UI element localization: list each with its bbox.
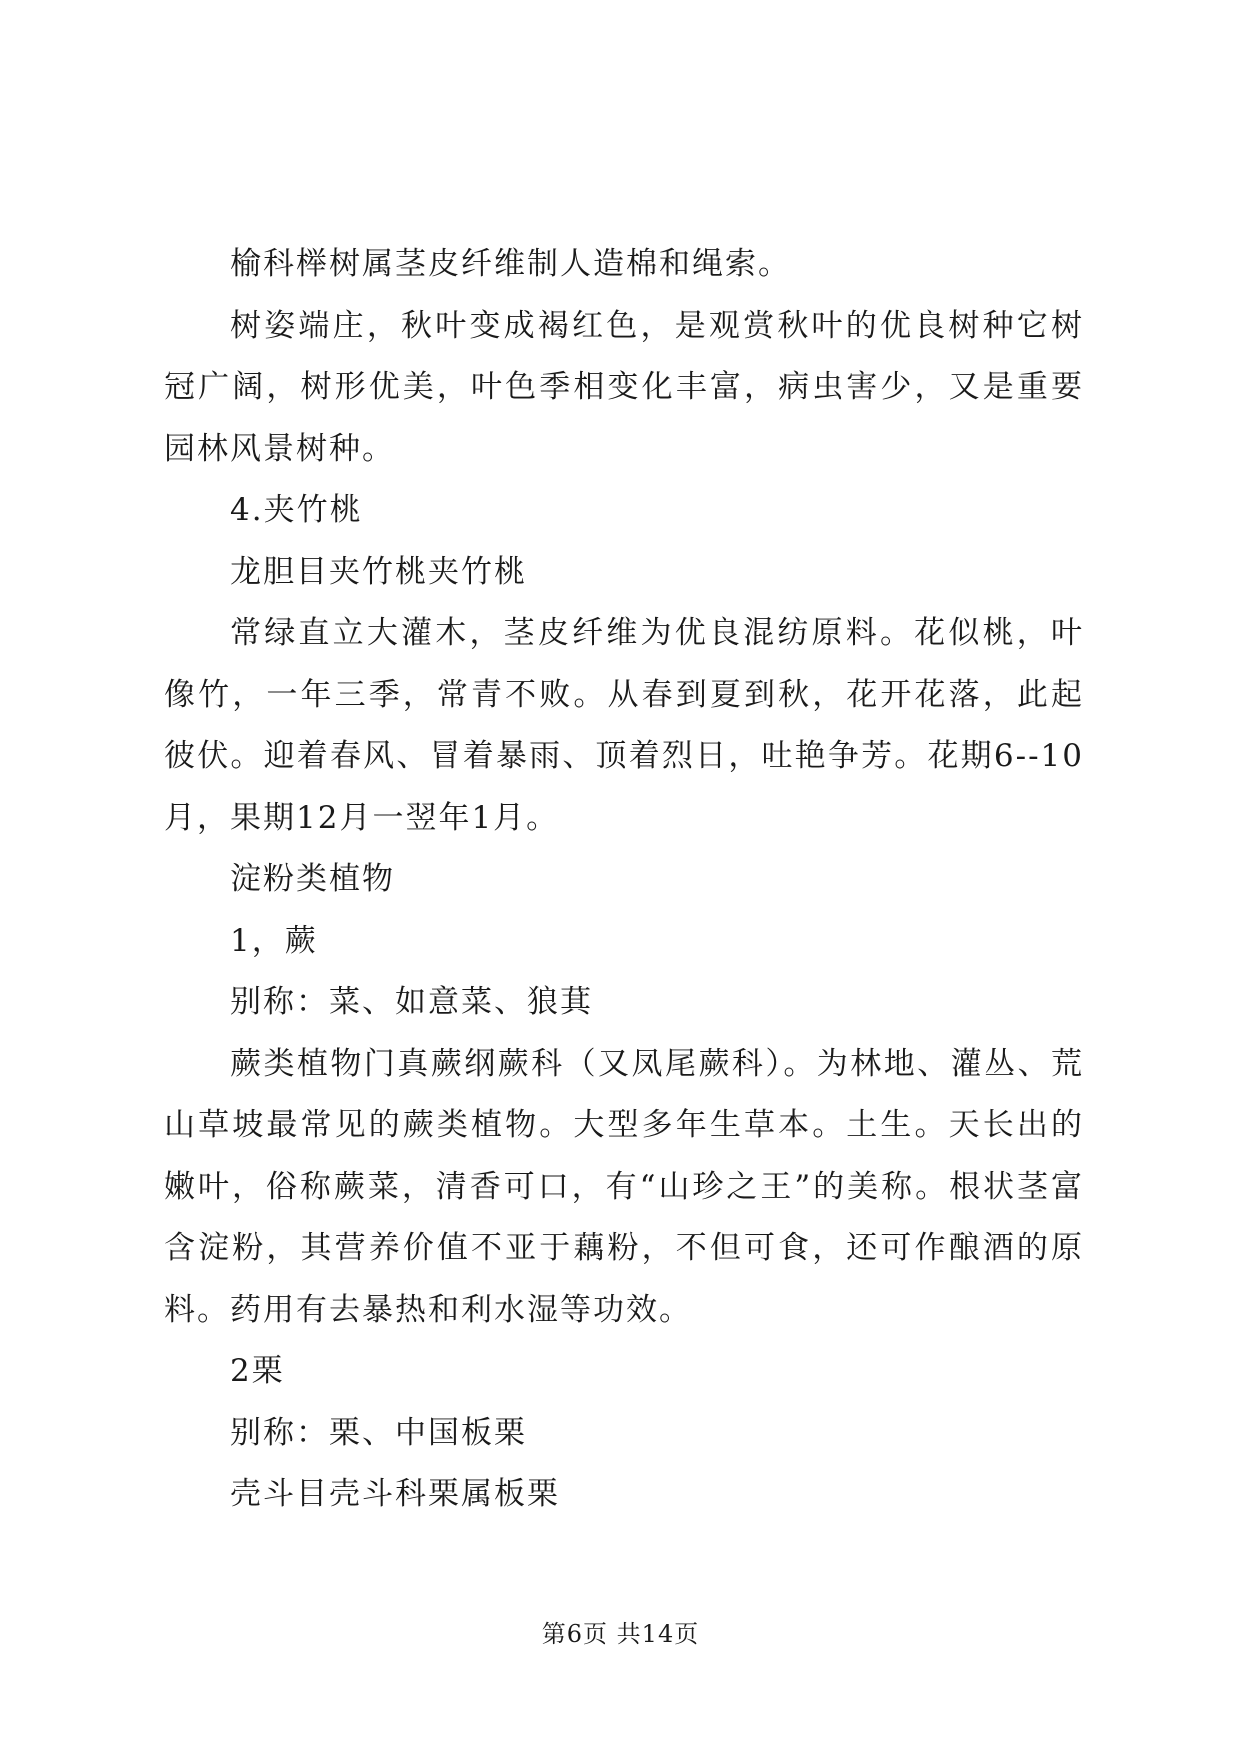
document-body — [164, 234, 1084, 1526]
paragraph: 树姿端庄，秋叶变成褐红色，是观赏秋叶的优良树种它树冠广阔，树形优美，叶色季相变化丰富，病虫害少，又是重要园林风景树种。 — [164, 307, 1084, 467]
section-heading: 4.夹竹桃 — [230, 492, 363, 528]
section-heading: 1，蕨 — [230, 922, 318, 959]
paragraph: 龙胆目夹竹桃夹竹桃 — [230, 553, 527, 590]
paragraph: 常绿直立大灌木，茎皮纤维为优良混纺原料。花似桃，叶像竹，一年三季，常青不败。从春到夏到秋，花开花落，此起彼伏。迎着春风、冒着暴雨、顶着烈日，吐艳争芳。花期6--10月，果期12月一翌年1月。 — [164, 615, 1084, 836]
section-heading: 2栗 — [230, 1353, 285, 1389]
section-heading: 淀粉类植物 — [230, 861, 395, 897]
paragraph: 蕨类植物门真蕨纲蕨科（又凤尾蕨科）。为林地、灌丛、荒山草坡最常见的蕨类植物。大型多年生草本。土生。天长出的嫩叶，俗称蕨菜，清香可口，有“山珍之王”的美称。根状茎富含淀粉，其营养价值不亚于藕粉，不但可食，还可作酿酒的原料。药用有去暴热和利水湿等功效。 — [164, 1045, 1084, 1328]
paragraph: 别称：菜、如意菜、狼萁 — [230, 984, 593, 1020]
page-number-footer: 第6页 共14页 — [541, 1620, 700, 1648]
paragraph: 榆科榉树属茎皮纤维制人造棉和绳索。 — [230, 246, 791, 282]
paragraph: 别称：栗、中国板栗 — [230, 1414, 527, 1451]
paragraph: 壳斗目壳斗科栗属板栗 — [230, 1476, 560, 1512]
